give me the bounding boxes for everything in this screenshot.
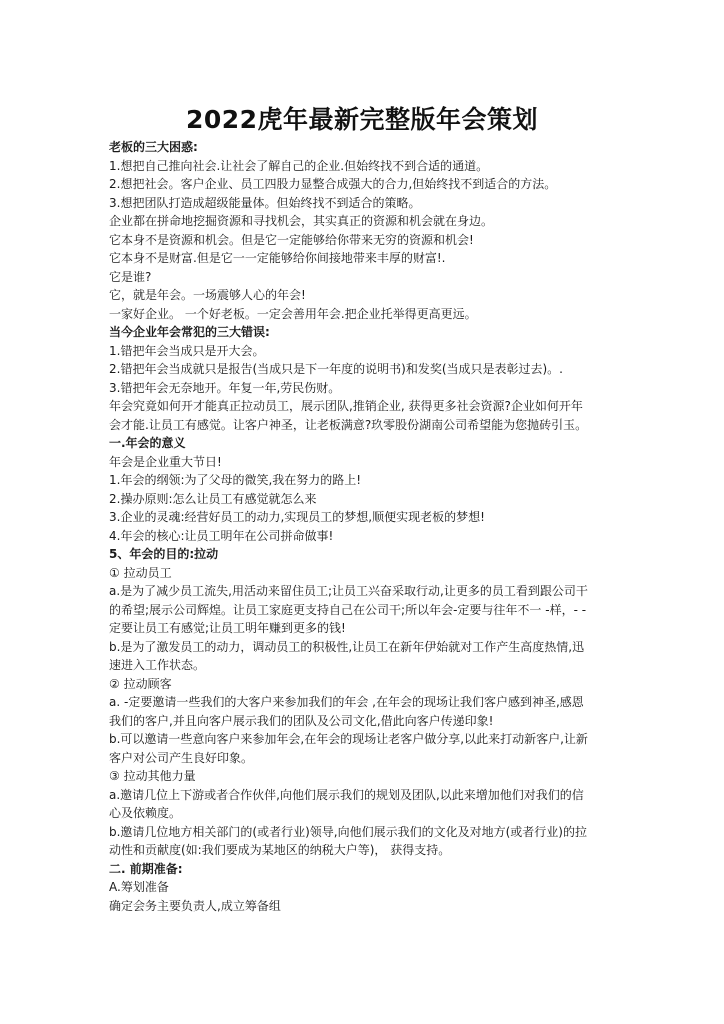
section-heading: 老板的三大困惑: (109, 140, 198, 154)
paragraph-line: b.是为了激发员工的动力，调动员工的积极性,让员工在新年伊始就对工作产生高度热情,迅 (109, 639, 585, 654)
paragraph-line: 我们的客户,并且向客户展示我们的团队及公司文化,借此向客户传递印象! (109, 713, 494, 728)
paragraph-line: 它本身不是资源和机会。但是它一定能够给你带来无穷的资源和机会! (109, 232, 474, 247)
paragraph-line: 2.想把社会。客户企业、员工四股力显整合成强大的合力,但始终找不到适合的方法。 (109, 177, 557, 191)
paragraph-line: ② 拉动顾客 (109, 676, 172, 691)
paragraph-line: 心及依赖度。 (109, 806, 182, 820)
paragraph-line: 会才能.让员工有感觉。让客户神圣，让老板满意?玖零股份湖南公司希望能为您抛砖引玉。 (109, 417, 588, 432)
paragraph-line: 它本身不是财富.但是它一一定能够给你间接地带来丰厚的财富!. (109, 251, 446, 265)
section-heading: 5、年会的目的:拉动 (109, 547, 219, 561)
paragraph-line: 客户对公司产生良好印象。 (109, 750, 254, 765)
section-heading: 二. 前期准备: (109, 861, 183, 876)
paragraph-line: A.筹划准备 (109, 880, 169, 894)
paragraph-line: 确定会务主要负责人,成立筹备组 (109, 898, 281, 913)
paragraph-line: 年会究竟如何开才能真正拉动员工，展示团队,推销企业, 获得更多社会资源?企业如何开年 (109, 399, 583, 413)
paragraph-line: 速进入工作状态。 (109, 658, 206, 672)
paragraph-line: 3.企业的灵魂:经营好员工的动力,实现员工的梦想,顺便实现老板的梦想! (109, 510, 485, 524)
paragraph-line: 它，就是年会。一场震够人心的年会! (109, 288, 306, 302)
paragraph-line: a.邀请几位上下游或者合作伙伴,向他们展示我们的规划及团队,以此来增加他们对我们的信 (109, 787, 584, 802)
paragraph-line: 2.错把年会当成就只是报告(当成只是下一年度的说明书)和发奖(当成只是表彰过去)。. (109, 362, 563, 376)
paragraph-line: 1.年会的纲领:为了父母的微笑,我在努力的路上! (109, 473, 362, 487)
paragraph-line: a. -定要邀请一些我们的大客户来参加我们的年会 ,在年会的现场让我们客户感到神圣,感恩 (109, 695, 584, 709)
paragraph-line: 3.错把年会无奈地开。年复一年,劳民伤财。 (109, 380, 341, 395)
paragraph-line: ① 拉动员工 (109, 565, 172, 580)
section-heading: 当今企业年会常犯的三大错误: (109, 325, 270, 339)
document-title: 2022虎年最新完整版年会策划 (185, 105, 539, 134)
section-heading: 一.年会的意义 (109, 436, 186, 450)
paragraph-line: 企业都在拼命地挖掘资源和寻找机会，其实真正的资源和机会就在身边。 (109, 214, 494, 228)
paragraph-line: b.邀请几位地方相关部门的(或者行业)领导,向他们展示我们的文化及对地方(或者行业)的拉 (109, 824, 587, 839)
paragraph-line: 4.年会的核心:让员工明年在公司拼命做事! (109, 528, 334, 543)
paragraph-line: b.可以邀请一些意向客户来参加年会,在年会的现场让老客户做分享,以此来打动新客户,让新 (109, 732, 588, 746)
paragraph-line: 动性和贡献度(如:我们要成为某地区的纳税大户等)， 获得支持。 (109, 843, 451, 857)
paragraph-line: 它是谁? (109, 269, 152, 284)
paragraph-line: 一家好企业。 一个好老板。一定会善用年会.把企业托举得更高更远。 (109, 306, 477, 321)
paragraph-line: 年会是企业重大节日! (109, 454, 222, 469)
paragraph-line: 定要让员工有感觉;让员工明年赚到更多的钱! (109, 621, 346, 635)
paragraph-line: 的希望;展示公司辉煌。让员工家庭更支持自己在公司干;所以年会-定要与往年不一 -样，- - (109, 602, 587, 617)
paragraph-line: 1.错把年会当成只是开大会。 (109, 343, 265, 358)
paragraph-line: ③ 拉动其他力量 (109, 769, 196, 783)
document-body (109, 138, 623, 915)
paragraph-line: 2.操办原则:怎么让员工有感觉就怎么来 (109, 491, 317, 506)
paragraph-line: 3.想把团队打造成超级能量体。但始终找不到适合的策略。 (109, 195, 421, 210)
paragraph-line: 1.想把自己推向社会.让社会了解自己的企业.但始终找不到合适的通道。 (109, 158, 489, 173)
paragraph-line: a.是为了减少员工流失,用活动来留住员工;让员工兴奋采取行动,让更多的员工看到跟公司干 (109, 584, 588, 598)
